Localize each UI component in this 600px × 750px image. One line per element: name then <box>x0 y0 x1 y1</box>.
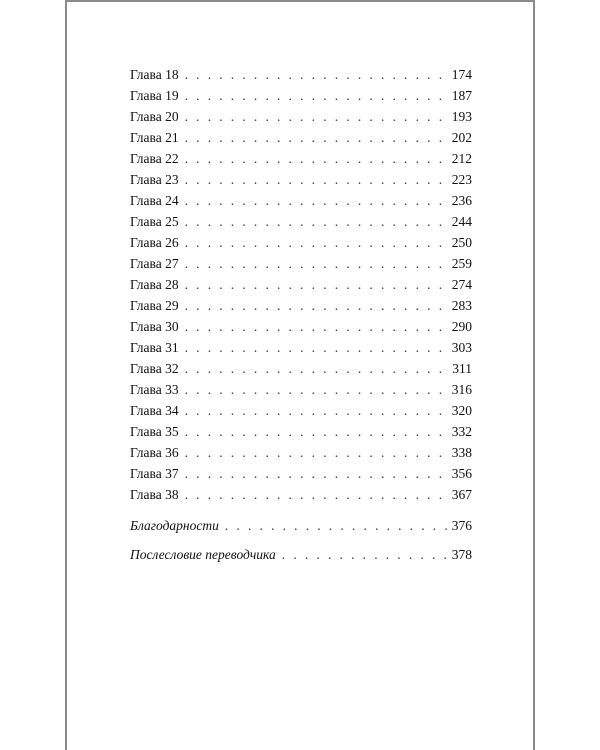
toc-entry-page: 316 <box>451 382 472 397</box>
toc-entry-page: 223 <box>451 172 472 187</box>
toc-entry-page: 303 <box>451 340 472 355</box>
toc-entry-title: Благодарности <box>130 518 219 533</box>
dot-leader <box>282 544 448 565</box>
toc-entry-title: Глава 27 <box>130 256 179 271</box>
toc-entry-title: Послесловие переводчика <box>130 547 276 562</box>
toc-entry[interactable] <box>130 85 472 106</box>
dot-leader <box>185 295 448 316</box>
toc-entry-page: 193 <box>451 109 472 124</box>
toc-entry-title: Глава 18 <box>130 67 179 82</box>
toc-entry[interactable] <box>130 379 472 400</box>
dot-leader <box>185 190 448 211</box>
toc-entry-page: 259 <box>451 256 472 271</box>
dot-leader <box>185 211 448 232</box>
toc-entry[interactable] <box>130 169 472 190</box>
toc-entry-title: Глава 23 <box>130 172 179 187</box>
dot-leader <box>185 463 448 484</box>
toc-entry-page: 367 <box>451 487 472 502</box>
dot-leader <box>185 232 448 253</box>
toc-entry[interactable] <box>130 484 472 505</box>
toc-entry-page: 202 <box>451 130 472 145</box>
toc-entry[interactable] <box>130 64 472 85</box>
toc-entry-title: Глава 29 <box>130 298 179 313</box>
dot-leader <box>185 169 448 190</box>
toc-entry-title: Глава 19 <box>130 88 179 103</box>
toc-entry-page: 332 <box>451 424 472 439</box>
dot-leader <box>185 148 448 169</box>
toc-entry[interactable] <box>130 190 472 211</box>
toc-entry-page: 174 <box>451 67 472 82</box>
toc-entry-page: 187 <box>451 88 472 103</box>
toc-entry-translator-afterword[interactable] <box>130 544 472 565</box>
toc-entry[interactable] <box>130 463 472 484</box>
toc-entry[interactable] <box>130 148 472 169</box>
toc-entry-title: Глава 32 <box>130 361 179 376</box>
dot-leader <box>185 64 448 85</box>
toc-entry-title: Глава 37 <box>130 466 179 481</box>
toc-entry-page: 338 <box>451 445 472 460</box>
toc-entry-title: Глава 33 <box>130 382 179 397</box>
dot-leader <box>185 253 448 274</box>
toc-entry-title: Глава 30 <box>130 319 179 334</box>
dot-leader <box>185 484 448 505</box>
toc-entry-page: 378 <box>451 547 472 562</box>
toc-entry-page: 236 <box>451 193 472 208</box>
toc-entry[interactable] <box>130 274 472 295</box>
toc-entry-title: Глава 34 <box>130 403 179 418</box>
toc-entry-title: Глава 35 <box>130 424 179 439</box>
dot-leader <box>185 442 448 463</box>
dot-leader <box>185 274 448 295</box>
dot-leader <box>185 85 448 106</box>
toc-entry[interactable] <box>130 106 472 127</box>
toc-entry-title: Глава 28 <box>130 277 179 292</box>
toc-entry-title: Глава 20 <box>130 109 179 124</box>
toc-entry-page: 320 <box>451 403 472 418</box>
dot-leader <box>225 515 448 536</box>
toc-entry[interactable] <box>130 358 472 379</box>
toc-entry[interactable] <box>130 253 472 274</box>
toc-entry[interactable] <box>130 211 472 232</box>
dot-leader <box>185 316 448 337</box>
toc-entry[interactable] <box>130 442 472 463</box>
dot-leader <box>185 106 448 127</box>
toc-entry-title: Глава 24 <box>130 193 179 208</box>
toc-entry[interactable] <box>130 295 472 316</box>
dot-leader <box>185 358 449 379</box>
toc-entry-title: Глава 26 <box>130 235 179 250</box>
toc-entry-page: 244 <box>451 214 472 229</box>
toc-entry-page: 212 <box>451 151 472 166</box>
toc-entry-page: 311 <box>452 361 472 376</box>
toc-entry-title: Глава 25 <box>130 214 179 229</box>
dot-leader <box>185 400 448 421</box>
toc-entry-title: Глава 31 <box>130 340 179 355</box>
table-of-contents <box>130 64 472 565</box>
toc-entry[interactable] <box>130 316 472 337</box>
toc-entry-page: 376 <box>451 518 472 533</box>
toc-entry-acknowledgements[interactable] <box>130 515 472 536</box>
dot-leader <box>185 127 448 148</box>
toc-entry-page: 290 <box>451 319 472 334</box>
toc-entry-title: Глава 22 <box>130 151 179 166</box>
toc-entry[interactable] <box>130 400 472 421</box>
dot-leader <box>185 337 448 358</box>
toc-entry-page: 250 <box>451 235 472 250</box>
toc-entry-page: 283 <box>451 298 472 313</box>
toc-entry-page: 356 <box>451 466 472 481</box>
dot-leader <box>185 379 448 400</box>
toc-entry-title: Глава 36 <box>130 445 179 460</box>
toc-entry-page: 274 <box>451 277 472 292</box>
dot-leader <box>185 421 448 442</box>
toc-entry[interactable] <box>130 337 472 358</box>
toc-entry[interactable] <box>130 421 472 442</box>
toc-entry-title: Глава 21 <box>130 130 179 145</box>
toc-entry[interactable] <box>130 127 472 148</box>
toc-entry-title: Глава 38 <box>130 487 179 502</box>
toc-entry[interactable] <box>130 232 472 253</box>
